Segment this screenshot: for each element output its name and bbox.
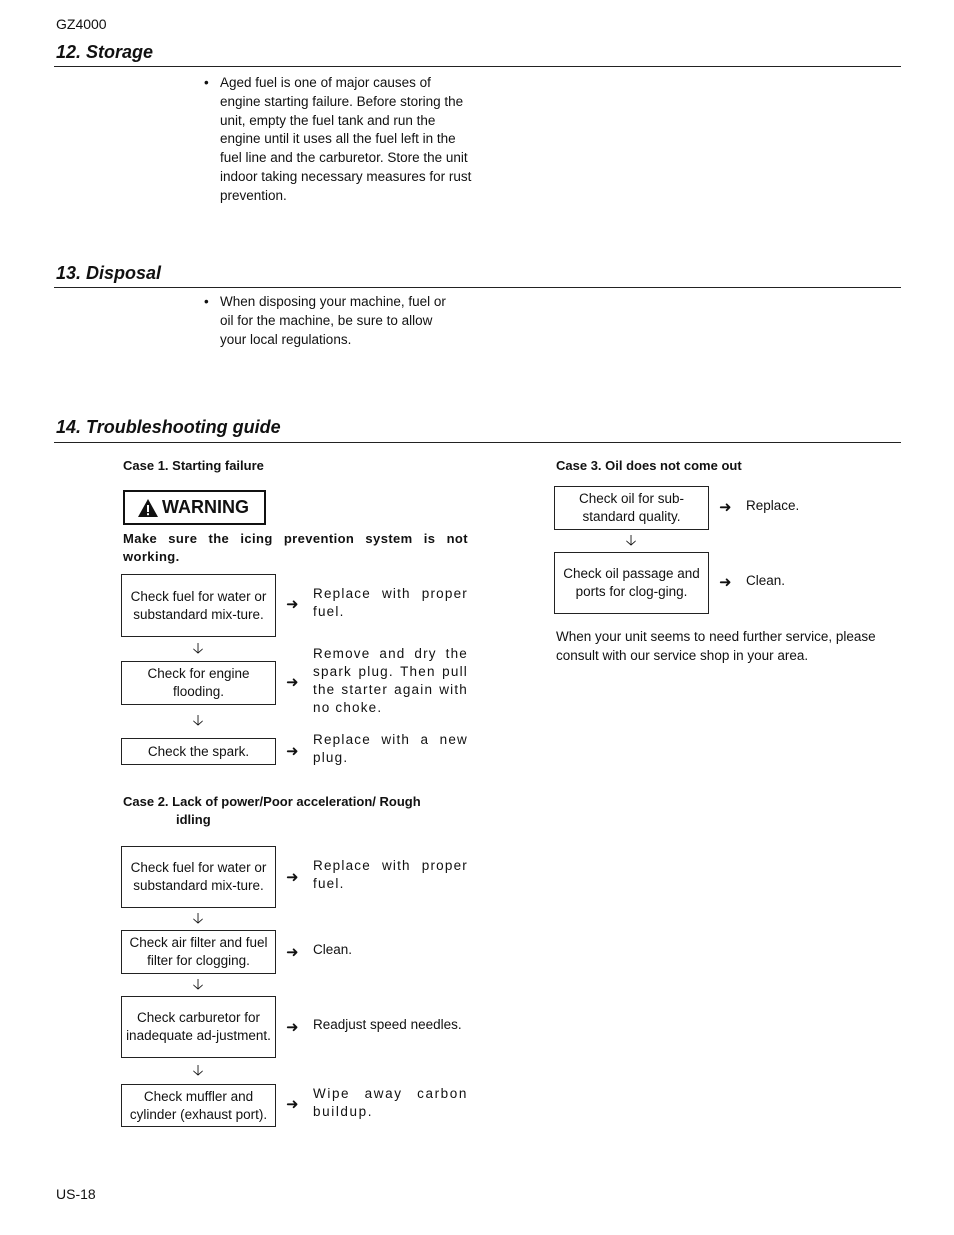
warning-text: Make sure the icing prevention system is not working.	[123, 531, 468, 564]
storage-bullet	[204, 74, 472, 206]
bullet-dot: •	[204, 75, 209, 90]
section-title-troubleshooting: 14. Troubleshooting guide	[56, 417, 281, 437]
warning-badge	[123, 490, 266, 525]
case2-check-1: Check fuel for water or substandard mix-ture.	[121, 846, 276, 908]
bullet-dot: •	[204, 294, 209, 309]
case3-action-1: Replace.	[746, 498, 800, 513]
right-arrow-icon: ➜	[719, 499, 732, 516]
case1-check-1: Check fuel for water or substandard mix-ture.	[121, 574, 276, 637]
right-arrow-icon: ➜	[286, 596, 299, 613]
case2-action-4: Wipe away carbon buildup.	[313, 1086, 468, 1119]
right-arrow-icon: ➜	[286, 743, 299, 760]
case2-check-2: Check air filter and fuel filter for clogging.	[121, 930, 276, 974]
case2-action-3: Readjust speed needles.	[313, 1017, 462, 1032]
right-arrow-icon: ➜	[286, 1096, 299, 1113]
section-rule	[54, 287, 901, 288]
down-arrow-icon: 🡣	[192, 712, 204, 729]
right-arrow-icon: ➜	[719, 574, 732, 591]
disposal-text: When disposing your machine, fuel or oil for the machine, be sure to allow your local regulations.	[220, 294, 446, 347]
storage-text: Aged fuel is one of major causes of engine starting failure. Before storing the unit, empty the fuel tank and run the engine until it uses all the fuel left in the fuel line and the carburetor. Store the unit indoor taking necessary measures for rust prevention.	[220, 75, 472, 203]
down-arrow-icon: 🡣	[192, 976, 204, 993]
case1-check-3: Check the spark.	[121, 738, 276, 765]
case2-check-4: Check muffler and cylinder (exhaust port).	[121, 1084, 276, 1127]
down-arrow-icon: 🡣	[192, 910, 204, 927]
right-arrow-icon: ➜	[286, 1019, 299, 1036]
case1-action-1: Replace with proper fuel.	[313, 586, 468, 619]
case1-action-3: Replace with a new plug.	[313, 732, 468, 765]
case2-title-line1: Case 2. Lack of power/Poor acceleration/ Rough	[123, 794, 421, 809]
case1-check-2: Check for engine flooding.	[121, 661, 276, 705]
case2-title	[123, 793, 421, 829]
section-title-storage: 12. Storage	[56, 42, 154, 62]
case2-check-3: Check carburetor for inadequate ad-justment.	[121, 996, 276, 1058]
disposal-bullet	[204, 293, 462, 349]
model-label: GZ4000	[56, 16, 107, 32]
section-title-disposal: 13. Disposal	[56, 263, 162, 283]
down-arrow-icon: 🡣	[192, 1062, 204, 1079]
right-arrow-icon: ➜	[286, 944, 299, 961]
down-arrow-icon: 🡣	[192, 640, 204, 657]
warning-label: WARNING	[162, 497, 249, 517]
down-arrow-icon: 🡣	[625, 532, 637, 549]
case3-action-2: Clean.	[746, 573, 786, 588]
case1-title: Case 1. Starting failure	[123, 458, 264, 473]
case3-check-2: Check oil passage and ports for clog-ging.	[554, 552, 709, 614]
service-note: When your unit seems to need further service, please consult with our service shop in your area.	[556, 629, 876, 663]
case2-action-1: Replace with proper fuel.	[313, 858, 468, 891]
section-rule	[54, 442, 901, 443]
case2-title-line2: idling	[176, 812, 211, 827]
case1-action-2: Remove and dry the spark plug. Then pull the starter again with no choke.	[313, 646, 468, 715]
right-arrow-icon: ➜	[286, 674, 299, 691]
right-arrow-icon: ➜	[286, 869, 299, 886]
case3-title: Case 3. Oil does not come out	[556, 458, 742, 473]
section-rule	[54, 66, 901, 67]
case3-check-1: Check oil for sub-standard quality.	[554, 486, 709, 530]
case2-action-2: Clean.	[313, 942, 353, 957]
warning-triangle-icon	[137, 498, 159, 518]
page-number: US-18	[56, 1186, 96, 1202]
